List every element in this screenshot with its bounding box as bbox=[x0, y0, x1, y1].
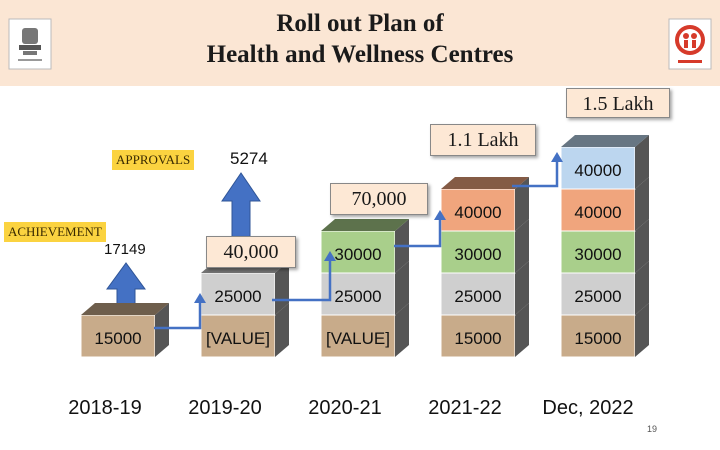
x-axis-label: 2021-22 bbox=[428, 397, 502, 419]
target-callout-2019-20: 40,000 bbox=[206, 236, 296, 268]
approvals-value: 5274 bbox=[230, 149, 268, 168]
column-top bbox=[321, 219, 409, 231]
segment-value-label: 25000 bbox=[454, 287, 502, 306]
segment-value-label: 25000 bbox=[214, 287, 262, 306]
segment-value-label: 15000 bbox=[454, 329, 502, 348]
x-axis-labels bbox=[68, 397, 633, 419]
column-top bbox=[561, 135, 649, 147]
achievement-value: 17149 bbox=[104, 241, 146, 258]
segment-value-label: 40000 bbox=[574, 203, 622, 222]
segment-value-label: 15000 bbox=[94, 329, 142, 348]
target-callout-dec-2022: 1.5 Lakh bbox=[566, 88, 670, 118]
x-axis-label: 2019-20 bbox=[188, 397, 262, 419]
x-axis-label: 2020-21 bbox=[308, 397, 382, 419]
approvals-label: APPROVALS bbox=[112, 150, 194, 170]
segment-value-label: 30000 bbox=[574, 245, 622, 264]
segment-value-label: [VALUE] bbox=[206, 329, 270, 348]
achievement-label: ACHIEVEMENT bbox=[4, 222, 106, 242]
x-axis-label: Dec, 2022 bbox=[542, 397, 634, 419]
page-number: 19 bbox=[647, 424, 658, 434]
segment-value-label: 15000 bbox=[574, 329, 622, 348]
x-axis-label: 2018-19 bbox=[68, 397, 142, 419]
column-top bbox=[81, 303, 169, 315]
segment-value-label: 30000 bbox=[334, 245, 382, 264]
title-line-2: Health and Wellness Centres bbox=[206, 41, 514, 68]
title-line-1: Roll out Plan of bbox=[276, 10, 444, 37]
segment-value-label: 25000 bbox=[574, 287, 622, 306]
segment-value-label: 30000 bbox=[454, 245, 502, 264]
target-callout-2021-22: 1.1 Lakh bbox=[430, 124, 536, 156]
segment-value-label: [VALUE] bbox=[326, 329, 390, 348]
segment-value-label: 40000 bbox=[574, 161, 622, 180]
target-callout-2020-21: 70,000 bbox=[330, 183, 428, 215]
segment-value-label: 25000 bbox=[334, 287, 382, 306]
segment-value-label: 40000 bbox=[454, 203, 502, 222]
